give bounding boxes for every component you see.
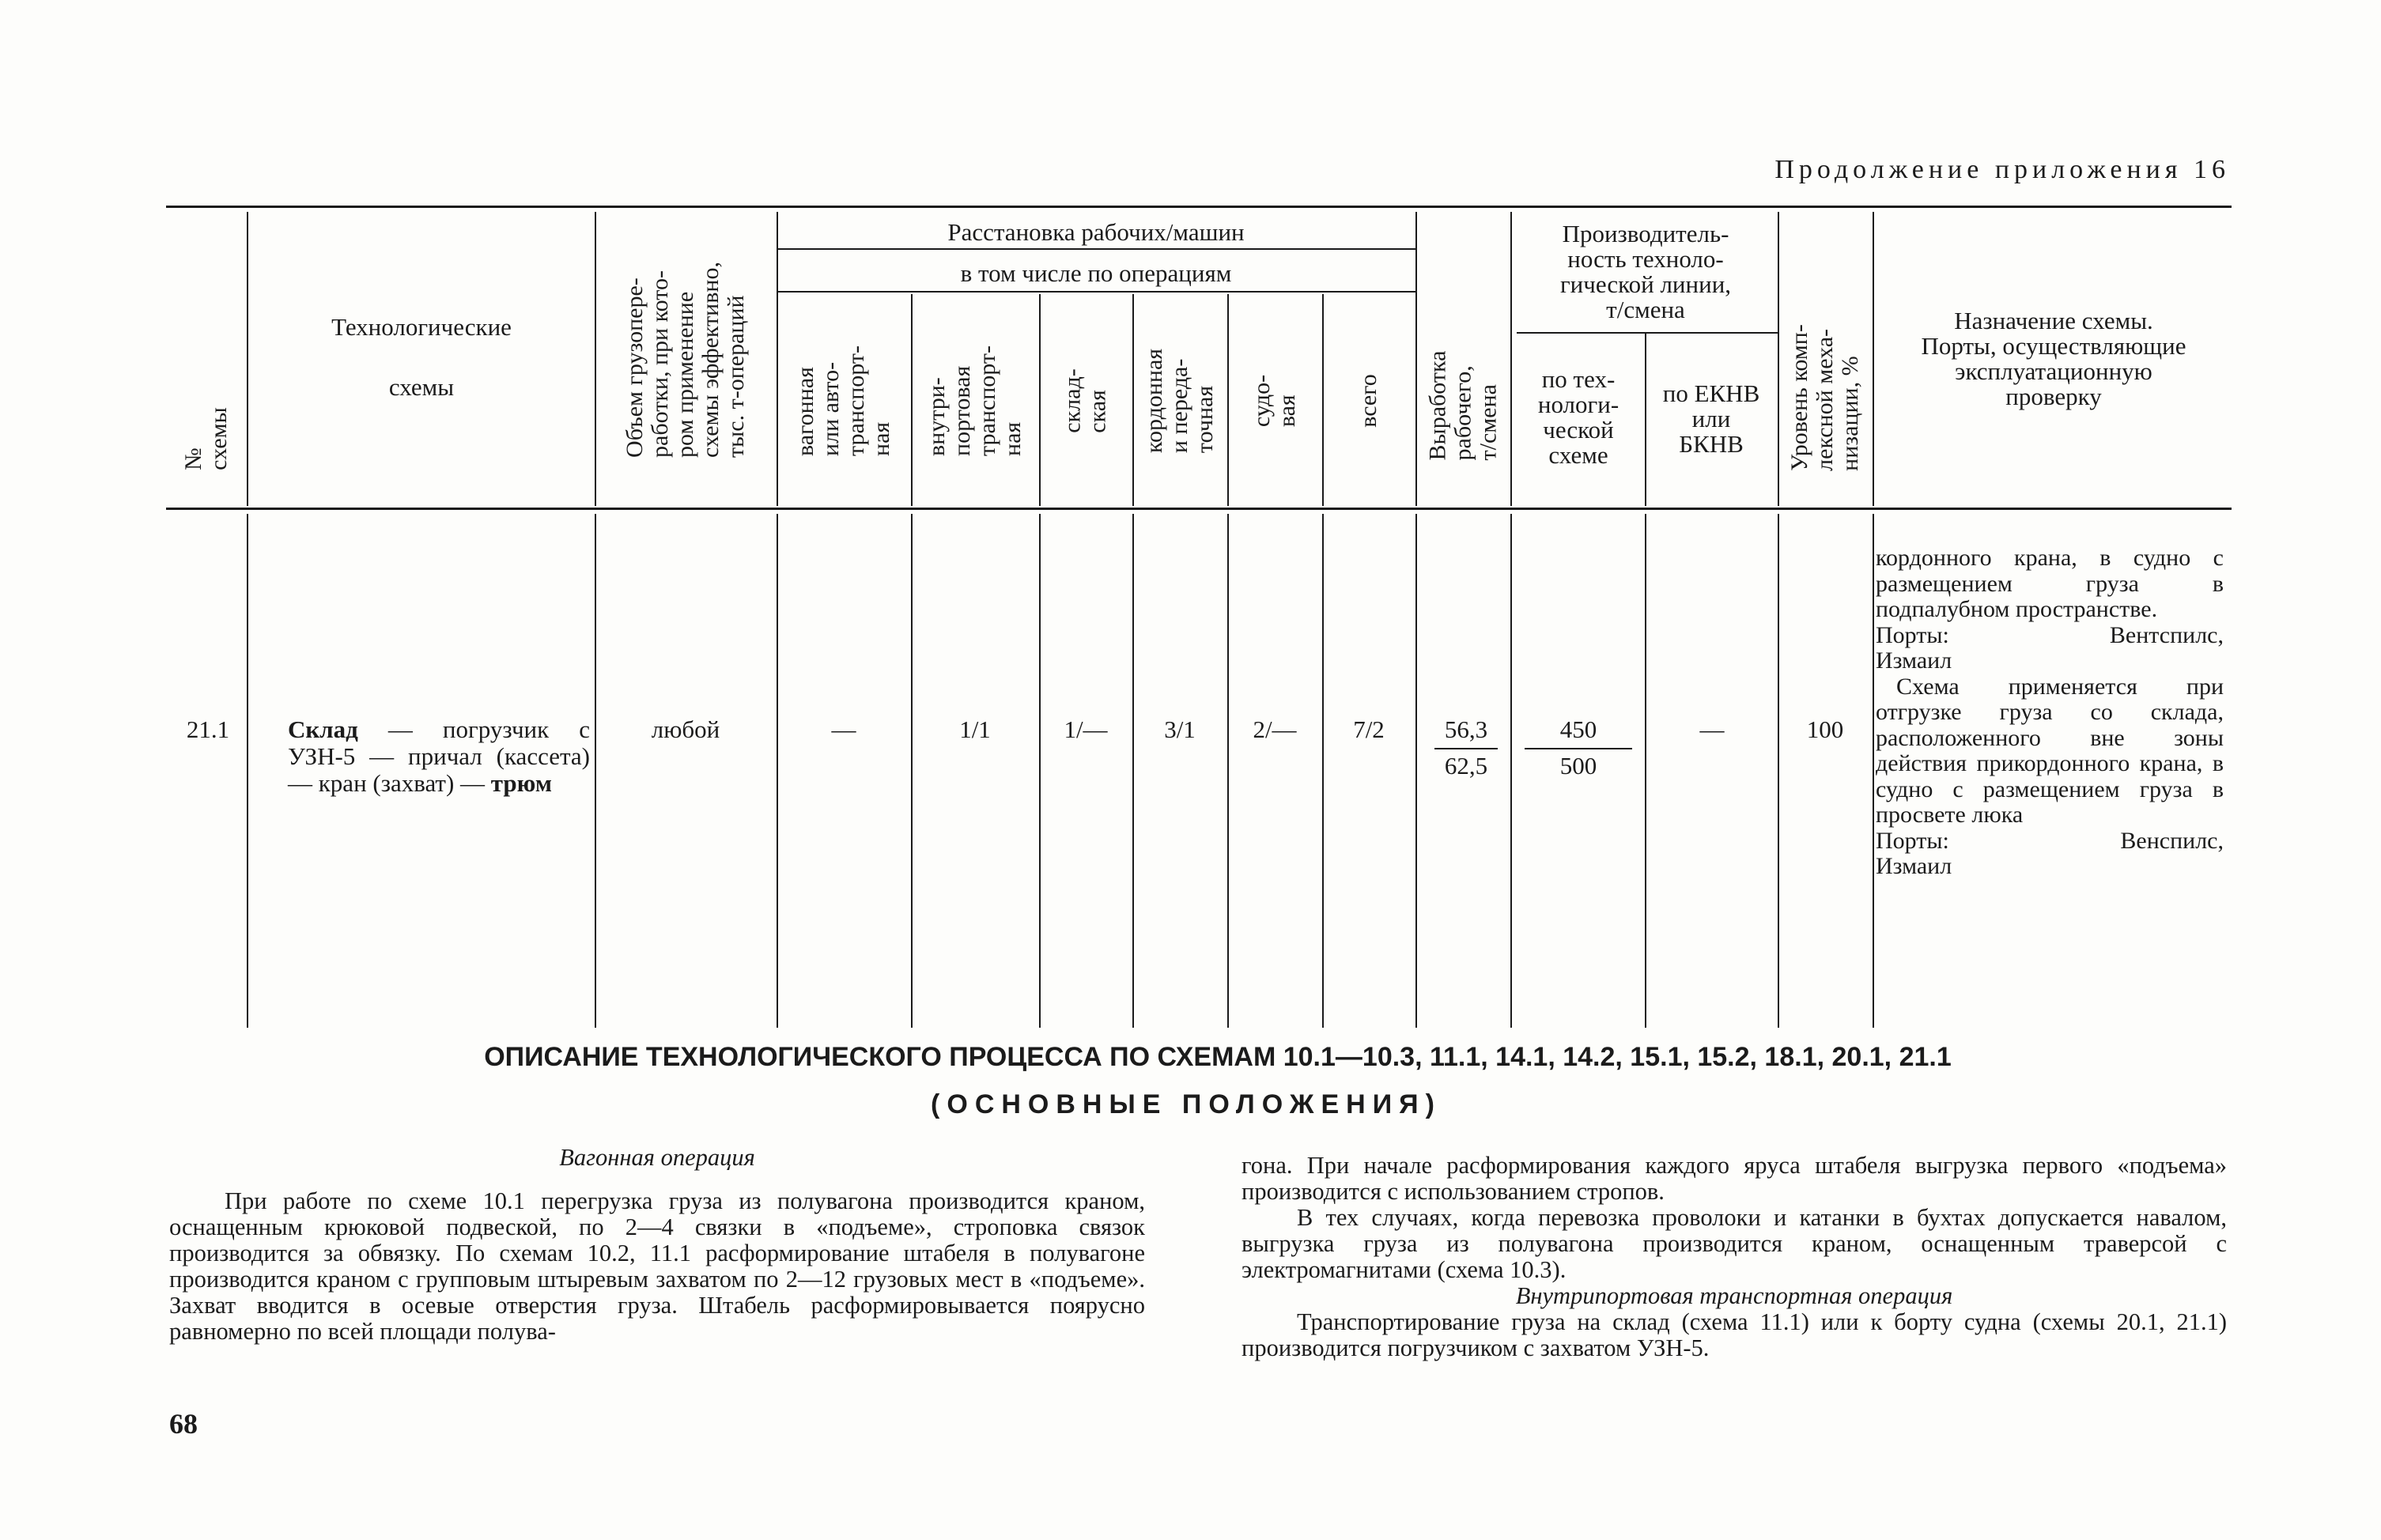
- col-divider: [1415, 514, 1417, 1028]
- header-productivity: Производитель- ность техноло- гической линии, т/смена: [1559, 220, 1732, 323]
- header-output: Выработка рабочего, т/смена: [1424, 350, 1501, 461]
- section-title: ОПИСАНИЕ ТЕХНОЛОГИЧЕСКОГО ПРОЦЕССА ПО СХЕМАМ 10.1—10.3, 11.1, 14.1, 14.2, 15.1, 15.2, 18.1, 20.1, 21.1: [484, 1042, 1952, 1072]
- page-number: 68: [169, 1408, 198, 1440]
- header-tech-line2: схемы: [388, 373, 455, 401]
- cell-ship: 2/—: [1253, 715, 1297, 743]
- col-divider: [247, 212, 248, 506]
- cell-cordon: 3/1: [1164, 715, 1196, 743]
- col-divider: [1778, 212, 1779, 506]
- col-divider: [1132, 294, 1134, 506]
- header-subrule: [777, 291, 1415, 293]
- cell-wagon: —: [831, 715, 856, 743]
- col-divider: [1873, 212, 1874, 506]
- header-scheme-no: № схемы: [180, 407, 232, 470]
- cell-output-top: 56,3: [1444, 715, 1488, 743]
- header-op-inport: внутри- портовая транспорт- ная: [923, 345, 1026, 456]
- col-divider: [1510, 212, 1512, 506]
- header-by-scheme: по тех- нологи- ческой схеме: [1537, 365, 1619, 469]
- purpose-ports-cont: Измаил: [1876, 647, 1952, 674]
- header-mechanization: Уровень комп- лексной меха- низации, %: [1786, 324, 1863, 471]
- purpose-paragraph: Схема применяется при отгрузке груза со склада, расположенного вне зоны действия прикордонного крана, в судно с размещением груза в просвете люка: [1876, 673, 2224, 828]
- header-placement: Расстановка рабочих/машин: [947, 218, 1245, 246]
- purpose-ports: Порты: Вентспилс,: [1876, 621, 2224, 648]
- header-subrule: [777, 248, 1415, 250]
- cell-total: 7/2: [1353, 715, 1385, 743]
- header-volume: Объем грузопере- работки, при кото- ром применение схемы эффективно, тыс. т-операций: [622, 262, 750, 458]
- cell-eknv: —: [1699, 715, 1725, 743]
- header-total: всего: [1355, 374, 1381, 428]
- cell-prod-top: 450: [1559, 715, 1597, 743]
- col-divider: [1322, 514, 1324, 1028]
- header-op-cordon: кордонная и переда- точная: [1141, 348, 1218, 454]
- header-tech-line1: Технологические: [331, 313, 512, 341]
- col-divider: [1132, 514, 1134, 1028]
- col-divider: [1227, 514, 1229, 1028]
- col-divider: [1322, 294, 1324, 506]
- col-divider: [1873, 514, 1874, 1028]
- header-by-eknv: по ЕКНВ или БКНВ: [1662, 379, 1760, 458]
- left-column: [169, 1145, 1145, 1345]
- col-divider: [1645, 514, 1646, 1028]
- header-subrule: [1517, 332, 1778, 334]
- cell-prod-bottom: 500: [1559, 752, 1597, 779]
- col-divider: [1039, 294, 1041, 506]
- section-subtitle: (ОСНОВНЫЕ ПОЛОЖЕНИЯ): [931, 1089, 1442, 1119]
- col-divider: [1227, 294, 1229, 506]
- header-op-wagon: вагонная или авто- транспорт- ная: [792, 345, 894, 456]
- fraction-bar: [1525, 748, 1632, 749]
- col-divider: [911, 294, 913, 506]
- header-op-storage: склад- ская: [1060, 368, 1111, 433]
- fraction-bar: [1434, 748, 1498, 749]
- cell-scheme: 21.1: [186, 715, 230, 743]
- right-paragraph: гона. При начале расформирования каждого яруса штабеля выгрузка первого «подъема» производится с использованием стропов.: [1242, 1152, 2227, 1205]
- cell-tech-scheme: Склад — погрузчик с УЗН-5 — причал (кассета) — кран (захват) — трюм: [288, 715, 590, 797]
- purpose-ports-cont: Измаил: [1876, 853, 1952, 879]
- col-divider: [595, 212, 596, 506]
- purpose-paragraph: кордонного крана, в судно с размещением груза в подпалубном пространстве.: [1876, 545, 2224, 622]
- cell-mechanization: 100: [1806, 715, 1844, 743]
- cell-volume: любой: [651, 715, 720, 743]
- col-divider: [777, 212, 778, 506]
- left-paragraph: При работе по схеме 10.1 перегрузка груза из полувагона производится краном, оснащенным крюковой подвеской, по 2—4 связки в «подъеме», строповка связок производится за обвязку. По схемам 10.2, 11.1 расформирование штабеля в полувагоне производится краном с групповым штыревым захватом по 2—12 грузовых мест в «подъеме». Захват вводится в осевые отверстия груза. Штабель расформировывается поярусно равномерно по всей площади полува-: [169, 1187, 1145, 1345]
- cell-purpose: [1876, 545, 2224, 880]
- purpose-ports: Порты: Венспилс,: [1876, 827, 2224, 854]
- col-divider: [777, 514, 778, 1028]
- col-divider: [1415, 212, 1417, 506]
- col-divider: [247, 514, 248, 1028]
- right-heading: Внутрипортовая транспортная операция: [1515, 1282, 1953, 1309]
- right-paragraph: Транспортирование груза на склад (схема 11.1) или к борту судна (схемы 20.1, 21.1) производится погрузчиком с захватом УЗН-5.: [1242, 1308, 2227, 1361]
- left-heading: Вагонная операция: [559, 1144, 755, 1171]
- header-op-ship: судо- вая: [1248, 374, 1300, 428]
- col-divider: [1039, 514, 1041, 1028]
- right-paragraph: В тех случаях, когда перевозка проволоки и катанки в бухтах допускается навалом, выгрузка груза из полувагона производится краном, оснащенным траверсой с электромагнитами (схема 10.3).: [1242, 1204, 2227, 1283]
- continuation-label: Продолжение приложения 16: [1774, 155, 2230, 184]
- col-divider: [1510, 514, 1512, 1028]
- header-purpose: Назначение схемы. Порты, осуществляющие эксплуатационную проверку: [1921, 307, 2186, 410]
- cell-inport: 1/1: [959, 715, 991, 743]
- table-top-rule: [166, 206, 2232, 208]
- table-header-rule: [166, 508, 2232, 510]
- cell-output-bottom: 62,5: [1444, 752, 1488, 779]
- cell-storage: 1/—: [1064, 715, 1108, 743]
- right-column: [1242, 1153, 2227, 1361]
- col-divider: [1778, 514, 1779, 1028]
- header-including: в том числе по операциям: [960, 259, 1232, 287]
- col-divider: [911, 514, 913, 1028]
- col-divider: [595, 514, 596, 1028]
